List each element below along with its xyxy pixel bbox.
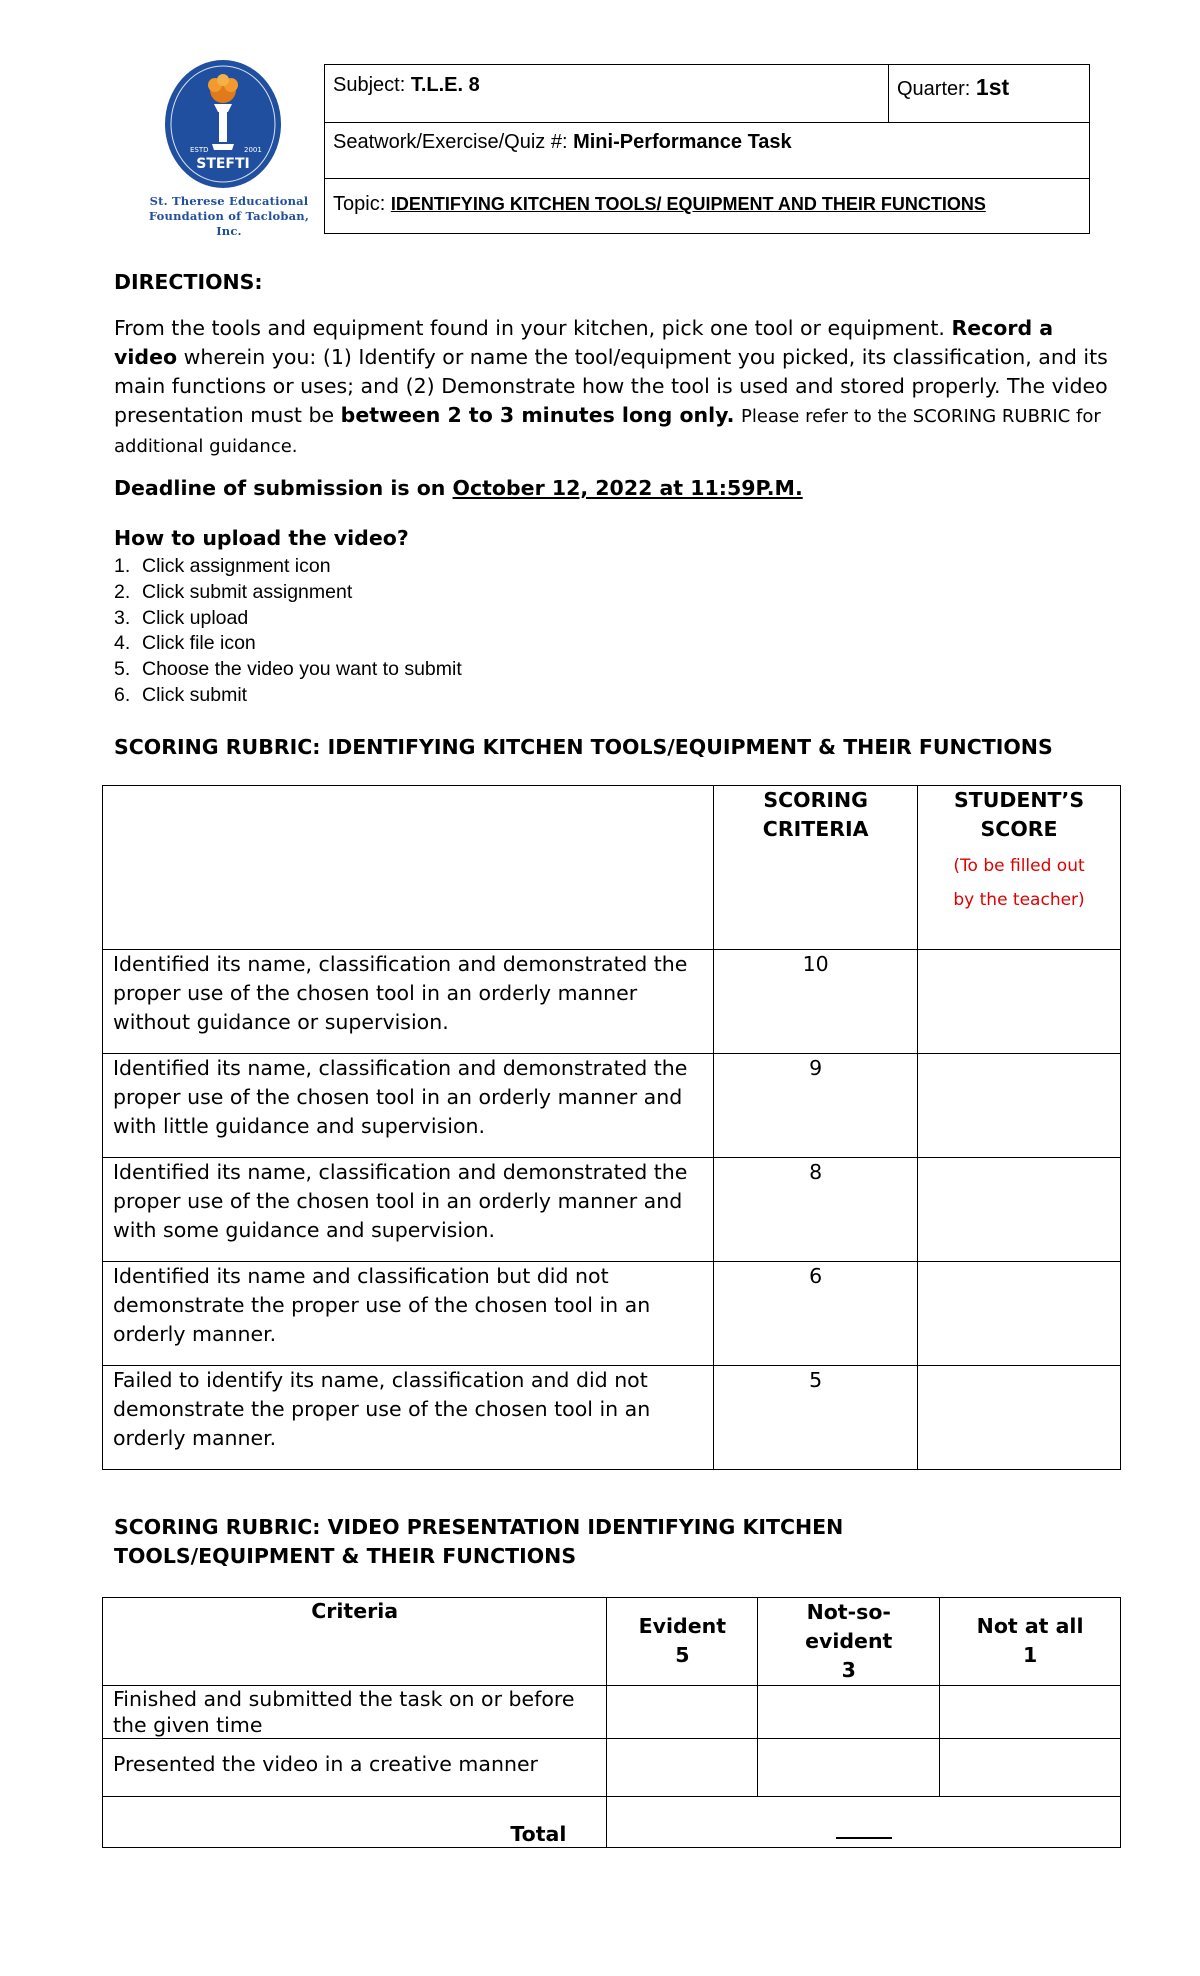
- table-row: Identified its name and classification but did not demonstrate the proper use of the chosen tool in an orderly manner. 6: [103, 1262, 1121, 1366]
- score-input-cell[interactable]: [940, 1686, 1121, 1739]
- rubric1-title: SCORING RUBRIC: IDENTIFYING KITCHEN TOOLS/EQUIPMENT & THEIR FUNCTIONS: [114, 735, 1053, 759]
- table-row: Identified its name, classification and demonstrated the proper use of the chosen tool in an orderly manner and with little guidance and supervision. 9: [103, 1054, 1121, 1158]
- school-name-line2: Foundation of Tacloban, Inc.: [148, 209, 310, 238]
- directions-title: DIRECTIONS:: [114, 270, 263, 294]
- evident-header: Evident 5: [607, 1598, 758, 1686]
- list-item: 6. Click submit: [114, 683, 248, 706]
- subject-label: Subject:: [333, 74, 406, 96]
- table-row: Failed to identify its name, classification and did not demonstrate the proper use of the chosen tool in an orderly manner. 5: [103, 1366, 1121, 1470]
- students-score-header: STUDENT’S SCORE (To be filled out by the teacher): [918, 786, 1121, 950]
- topic-field: [325, 179, 1089, 233]
- quarter-value: 1st: [975, 74, 1010, 100]
- score-input-cell[interactable]: [918, 1366, 1121, 1470]
- quarter-label: Quarter:: [897, 78, 971, 100]
- list-item: 5. Choose the video you want to submit: [114, 658, 462, 681]
- topic-label: Topic:: [333, 193, 386, 215]
- svg-text:ESTD: ESTD: [190, 146, 209, 154]
- score-input-cell[interactable]: [940, 1739, 1121, 1797]
- score-input-cell[interactable]: [758, 1739, 940, 1797]
- total-row: [103, 1797, 1121, 1848]
- table-header-row: [103, 1598, 1121, 1686]
- scoring-criteria-header: SCORING CRITERIA: [714, 786, 918, 950]
- school-name: [136, 194, 322, 239]
- school-name-line1: St. Therese Educational: [149, 194, 309, 208]
- upload-title: How to upload the video?: [114, 526, 409, 550]
- table-row: Identified its name, classification and demonstrated the proper use of the chosen tool in an orderly manner and with some guidance and supervision. 8: [103, 1158, 1121, 1262]
- score-input-cell[interactable]: [758, 1686, 940, 1739]
- score-input-cell[interactable]: [918, 1262, 1121, 1366]
- score-input-cell[interactable]: [607, 1739, 758, 1797]
- seatwork-label: Seatwork/Exercise/Quiz #:: [333, 131, 568, 153]
- topic-value: IDENTIFYING KITCHEN TOOLS/ EQUIPMENT AND THEIR FUNCTIONS: [390, 194, 986, 214]
- total-blank-line: [836, 1835, 892, 1839]
- teacher-note: (To be filled out: [953, 856, 1085, 876]
- quarter-field: [889, 65, 1089, 122]
- subject-field: [325, 65, 889, 122]
- list-item: 1. Click assignment icon: [114, 555, 331, 577]
- svg-text:STEFTI: STEFTI: [196, 156, 250, 172]
- not-at-all-header: Not at all 1: [940, 1598, 1121, 1686]
- directions-paragraph: From the tools and equipment found in your kitchen, pick one tool or equipment. Record a video wherein you: (1) Identify or name the tool/equipment you picked, its classification, and its main functions or uses; and (2) Demonstrate how the tool is used and stored properly. The video presentation must be between 2 to 3 minutes long only. Please refer to the SCORING RUBRIC for additional guidance.: [114, 316, 1108, 457]
- header-info-box: [324, 64, 1090, 234]
- rubric1-table: [102, 785, 1121, 1470]
- table-row: Finished and submitted the task on or before the given time: [103, 1686, 1121, 1739]
- rubric2-table: [102, 1597, 1121, 1848]
- svg-text:2001: 2001: [244, 146, 262, 154]
- subject-value: T.L.E. 8: [410, 74, 480, 96]
- deadline-date: October 12, 2022 at 11:59P.M.: [452, 476, 803, 500]
- criteria-header: Criteria: [103, 1598, 607, 1686]
- upload-steps: [114, 554, 462, 709]
- total-label: Total: [103, 1797, 607, 1848]
- list-item: 4. Click file icon: [114, 632, 256, 655]
- rubric2-title: SCORING RUBRIC: VIDEO PRESENTATION IDENTIFYING KITCHEN TOOLS/EQUIPMENT & THEIR FUNCTIONS: [114, 1515, 844, 1568]
- score-input-cell[interactable]: [918, 1054, 1121, 1158]
- table-row: Identified its name, classification and demonstrated the proper use of the chosen tool in an orderly manner without guidance or supervision. 10: [103, 950, 1121, 1054]
- seatwork-value: Mini-Performance Task: [573, 131, 792, 153]
- list-item: 2. Click submit assignment: [114, 580, 353, 603]
- score-input-cell[interactable]: [918, 1158, 1121, 1262]
- deadline: Deadline of submission is on October 12, 2022 at 11:59P.M.: [114, 476, 803, 500]
- not-so-evident-header: Not-so- evident 3: [758, 1598, 940, 1686]
- table-row: Presented the video in a creative manner: [103, 1739, 1121, 1797]
- total-value-cell[interactable]: [607, 1797, 1121, 1848]
- seatwork-field: [325, 123, 1089, 178]
- table-header-row: [103, 786, 1121, 950]
- school-seal-icon: [132, 60, 332, 190]
- score-input-cell[interactable]: [918, 950, 1121, 1054]
- score-input-cell[interactable]: [607, 1686, 758, 1739]
- list-item: 3. Click upload: [114, 606, 249, 629]
